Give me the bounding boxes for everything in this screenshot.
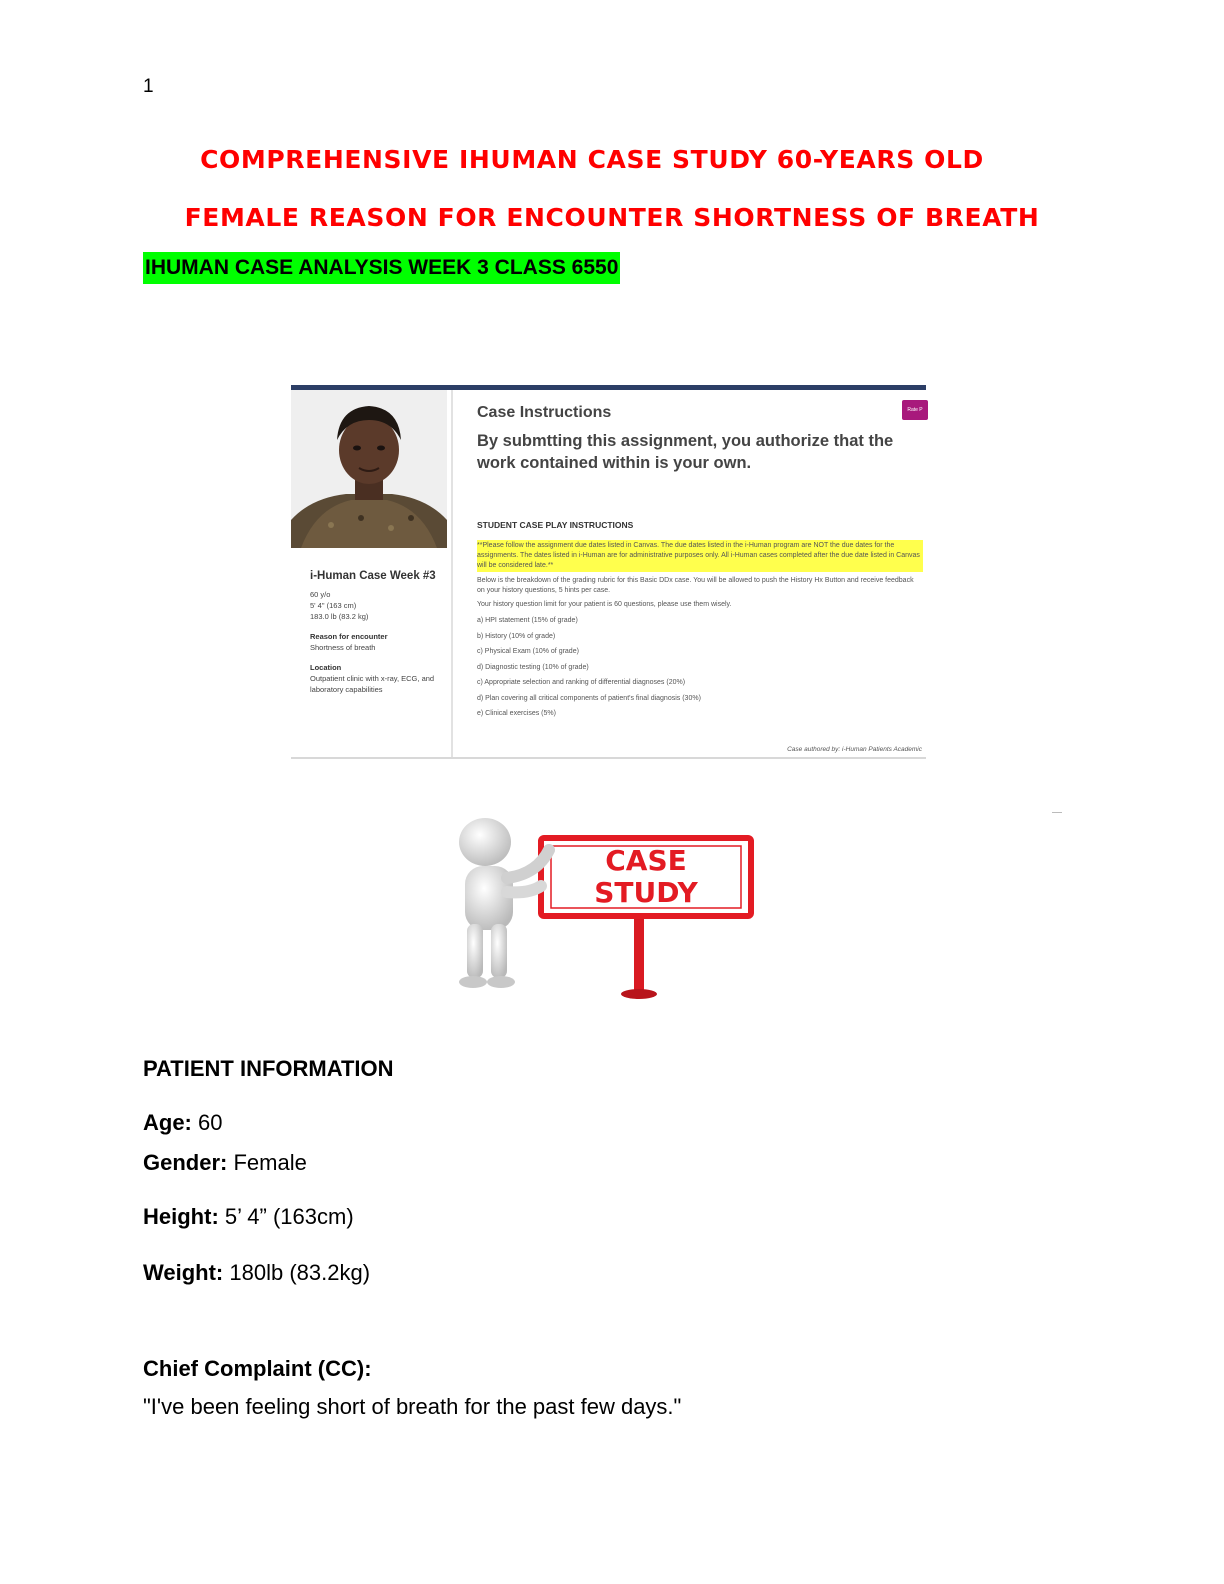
- case-instructions-panel: [477, 404, 923, 722]
- sign-line-2: STUDY: [594, 876, 698, 909]
- weight-label: Weight:: [143, 1260, 224, 1285]
- case-instructions-title: Case Instructions: [477, 404, 612, 421]
- gender-label: Gender:: [143, 1150, 228, 1175]
- page-number: 1: [143, 76, 154, 97]
- highlighted-subtitle: IHUMAN CASE ANALYSIS WEEK 3 CLASS 6550: [143, 252, 620, 284]
- location-value: Outpatient clinic with x-ray, ECG, and laboratory capabilities: [310, 674, 435, 694]
- age-label: Age:: [143, 1110, 192, 1135]
- case-week-title: i-Human Case Week #3: [310, 570, 436, 582]
- rubric-item: d) Plan covering all critical components of patient's final diagnosis (30%): [477, 694, 701, 702]
- patient-age: 60 y/o: [310, 590, 331, 599]
- divider: [1052, 812, 1062, 813]
- rubric-breakdown: Below is the breakdown of the grading rubric for this Basic DDx case. You will be allowed to push the History Hx Button and receive feedback on your history questions, 5 hints per case.: [477, 577, 914, 594]
- weight-field: [143, 1260, 370, 1286]
- chief-complaint-quote: "I've been feeling short of breath for the past few days.": [143, 1394, 682, 1419]
- case-instructions-screenshot: [291, 385, 926, 759]
- age-field: [143, 1110, 223, 1136]
- case-sidebar: [291, 390, 453, 757]
- rubric-item: b) History (10% of grade): [477, 632, 556, 640]
- title-line-1: COMPREHENSIVE IHUMAN CASE STUDY 60-YEARS OLD: [200, 145, 984, 174]
- question-limit: Your history question limit for your patient is 60 questions, please use them wisely.: [477, 601, 732, 608]
- rubric-item: e) Clinical exercises (5%): [477, 710, 556, 717]
- reason-value: Shortness of breath: [310, 643, 376, 652]
- figure-holding-sign-icon: [437, 812, 757, 1002]
- location-label: Location: [310, 663, 342, 672]
- due-date-note: **Please follow the assignment due dates listed in Canvas. The due dates listed in the i-Human program are NOT the due dates for the assignments. The dates listed in i-Human are for administrative purposes only. All i-Human cases completed after the due date listed in Canvas will be considered late.**: [477, 540, 923, 572]
- grading-rubric-list: [477, 613, 923, 722]
- sign-line-1: CASE: [605, 844, 687, 877]
- authorization-statement: By submtting this assignment, you authorize that the work contained within is your own.: [477, 432, 894, 472]
- patient-avatar-image: [291, 390, 447, 548]
- patient-height: 5' 4" (163 cm): [310, 601, 357, 610]
- patient-information-heading: PATIENT INFORMATION: [143, 1056, 394, 1081]
- height-value: 5’ 4” (163cm): [224, 1204, 354, 1229]
- patient-portrait-icon: [291, 390, 447, 548]
- title-line-2: FEMALE REASON FOR ENCOUNTER SHORTNESS OF BREATH: [184, 203, 1040, 232]
- rubric-item: d) Diagnostic testing (10% of grade): [477, 663, 589, 671]
- rubric-item: c) Appropriate selection and ranking of differential diagnoses (20%): [477, 679, 686, 686]
- case-author: Case authored by: i-Human Patients Academic: [787, 746, 922, 753]
- weight-value: 180lb (83.2kg): [229, 1260, 371, 1285]
- instructions-section-title: STUDENT CASE PLAY INSTRUCTIONS: [477, 520, 634, 530]
- reason-label: Reason for encounter: [310, 632, 388, 641]
- age-value: 60: [198, 1110, 223, 1135]
- case-study-illustration: [437, 812, 757, 1002]
- gender-field: [143, 1150, 307, 1176]
- patient-weight: 183.0 lb (83.2 kg): [310, 612, 369, 621]
- rate-button[interactable]: Rate P: [902, 400, 928, 420]
- height-label: Height:: [143, 1204, 219, 1229]
- document-title: [100, 144, 1124, 234]
- gender-value: Female: [233, 1150, 307, 1175]
- case-summary: [310, 570, 445, 695]
- chief-complaint-label: Chief Complaint (CC):: [143, 1356, 372, 1381]
- rubric-item: c) Physical Exam (10% of grade): [477, 648, 579, 655]
- height-field: [143, 1204, 354, 1230]
- rubric-item: a) HPI statement (15% of grade): [477, 617, 578, 624]
